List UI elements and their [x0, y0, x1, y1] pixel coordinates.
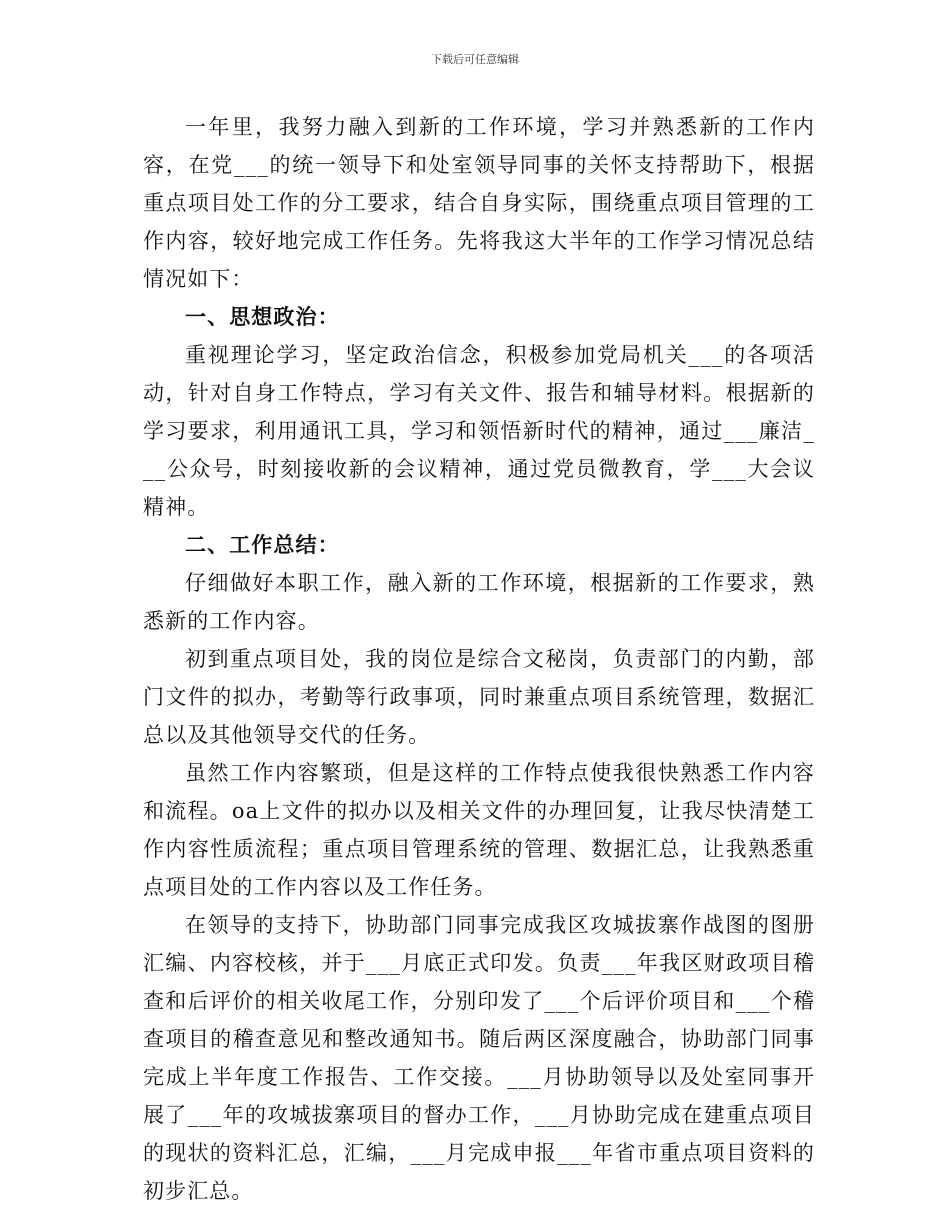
section-heading-ideology: 一、思想政治：: [185, 304, 340, 329]
document-body: [143, 108, 815, 1210]
intro-paragraph: 一年里，我努力融入到新的工作环境，学习并熟悉新的工作内容，在党___的统一领导下和处室领导同事的关怀支持帮助下，根据重点项目处工作的分工要求，结合自身实际，围绕重点项目管理的工作内容，较好地完成工作任务。先将我这大半年的工作学习情况总结情况如下：: [143, 115, 815, 291]
page-header: 下载后可任意编辑: [431, 53, 519, 66]
work-paragraph-3: 虽然工作内容繁琐，但是这样的工作特点使我很快熟悉工作内容和流程。oa上文件的拟办以及相关文件的办理回复，让我尽快清楚工作内容性质流程；重点项目管理系统的管理、数据汇总，让我熟悉重点项目处的工作内容以及工作任务。: [143, 761, 815, 899]
work-paragraph-4: 在领导的支持下，协助部门同事完成我区攻城拔寨作战图的图册汇编、内容校核，并于___月底正式印发。负责___年我区财政项目稽查和后评价的相关收尾工作，分别印发了___个后评价项目和___个稽查项目的稽查意见和整改通知书。随后两区深度融合，协助部门同事完成上半年度工作报告、工作交接。___月协助领导以及处室同事开展了___年的攻城拔寨项目的督办工作，___月协助完成在建重点项目的现状的资料汇总，汇编，___月完成申报___年省市重点项目资料的初步汇总。: [143, 913, 815, 1203]
work-paragraph-1: 仔细做好本职工作，融入新的工作环境，根据新的工作要求，熟悉新的工作内容。: [143, 571, 815, 633]
ideology-paragraph: 重视理论学习，坚定政治信念，积极参加党局机关___的各项活动，针对自身工作特点，学习有关文件、报告和辅导材料。根据新的学习要求，利用通讯工具，学习和领悟新时代的精神，通过___廉洁___公众号，时刻接收新的会议精神，通过党员微教育，学___大会议精神。: [143, 343, 815, 519]
section-heading-work-summary: 二、工作总结：: [185, 532, 340, 557]
work-paragraph-2: 初到重点项目处，我的岗位是综合文秘岗，负责部门的内勤，部门文件的拟办，考勤等行政事项，同时兼重点项目系统管理，数据汇总以及其他领导交代的任务。: [143, 647, 815, 747]
